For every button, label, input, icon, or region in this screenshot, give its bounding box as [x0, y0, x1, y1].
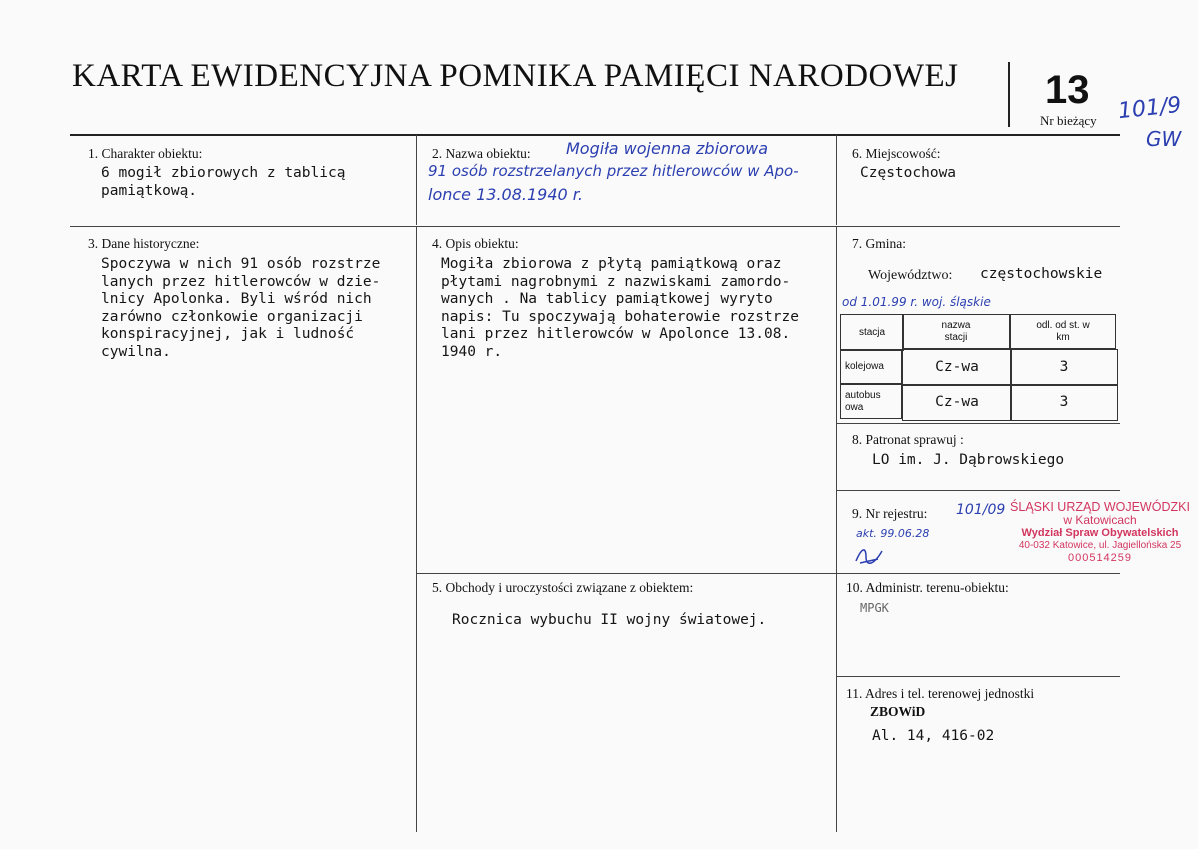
handwritten-ref: 101/9	[1116, 92, 1183, 125]
divider-2-6	[836, 135, 837, 225]
row-rule-4-5	[417, 573, 836, 574]
field11-value: Al. 14, 416-02	[872, 728, 995, 744]
row-rule-8-9	[837, 490, 1120, 491]
divider-4-7	[836, 227, 837, 832]
voivodeship-label: Województwo:	[868, 268, 953, 283]
divider-1-2	[416, 135, 417, 225]
field10-label: 10. Administr. terenu-obiektu:	[846, 580, 1009, 595]
field8-label: 8. Patronat sprawuj :	[852, 432, 964, 447]
field10-value: MPGK	[860, 601, 889, 615]
table-header-odl: odl. od st. w km	[1010, 314, 1116, 349]
field6-value: Częstochowa	[860, 165, 957, 181]
table-header-stacja: stacja	[840, 314, 904, 351]
field9-hand-akt: akt. 99.06.28	[856, 527, 930, 540]
field1-value: 6 mogił zbiorowych z tablicą pamiątkową.	[101, 165, 346, 199]
stamp-line-3: Wydział Spraw Obywatelskich	[1021, 527, 1179, 539]
header-divider	[1008, 62, 1010, 127]
table-header-nazwa: nazwa stacji	[902, 314, 1010, 349]
field3-value: Spoczywa w nich 91 osób rozstrze lanych przez hitlerowców w dzie- lnicy Apolonka. Byli wśród nich zarówno członkowie organizacji konspiracyjnej, jak i ludność cywilna.	[101, 256, 381, 360]
page-title: KARTA EWIDENCYJNA POMNIKA PAMIĘCI NARODOWEJ	[72, 58, 959, 94]
field1-label: 1. Charakter obiektu:	[88, 146, 203, 161]
signature-mark	[852, 543, 888, 567]
table-row-2-dist: 3	[1010, 384, 1118, 421]
row-rule-1	[70, 226, 1120, 227]
field2-hand-line1: Mogiła wojenna zbiorowa	[566, 139, 769, 158]
table-row-2-name: Cz-wa	[902, 384, 1012, 421]
office-stamp	[1006, 500, 1194, 572]
table-row-2-type: autobusowa	[840, 384, 902, 419]
field2-label: 2. Nazwa obiektu:	[432, 146, 531, 161]
field2-hand-line3: lonce 13.08.1940 r.	[428, 185, 583, 204]
row-rule-9-10	[837, 573, 1120, 574]
field2-hand-line2: 91 osób rozstrzelanych przez hitlerowców w Apo-	[428, 162, 799, 180]
row-rule-7-8	[837, 423, 1120, 424]
field8-value: LO im. J. Dąbrowskiego	[872, 452, 1065, 468]
nr-biezacy-value: 13	[1045, 68, 1090, 112]
stamp-line-1: ŚLĄSKI URZĄD WOJEWÓDZKI	[1010, 500, 1190, 514]
field11-label-2: ZBOWiD	[870, 704, 926, 719]
stamp-line-4: 40-032 Katowice, ul. Jagiellońska 25	[1018, 540, 1182, 551]
field5-value: Rocznica wybuchu II wojny światowej.	[452, 612, 767, 628]
field7-label: 7. Gmina:	[852, 236, 906, 251]
divider-3-4	[416, 227, 417, 832]
field6-label: 6. Miejscowość:	[852, 146, 941, 161]
field4-label: 4. Opis obiektu:	[432, 236, 519, 251]
table-row-1-dist: 3	[1010, 349, 1118, 386]
voivodeship-hand-note: od 1.01.99 r. woj. śląskie	[842, 295, 991, 309]
stamp-line-2: w Katowicach	[1063, 513, 1137, 527]
table-row-1-name: Cz-wa	[902, 349, 1012, 386]
handwritten-ref-gw: GW	[1146, 127, 1182, 151]
field4-value: Mogiła zbiorowa z płytą pamiątkową oraz płytami nagrobnymi z nazwiskami zamordo- wanych . Na tablicy pamiątkowej wyryto napis: Tu spoczywają bohaterowie rozstrze lani przez hitlerowców w Apolonce 13.08. 1940 r.	[441, 256, 799, 360]
table-row-1-type: kolejowa	[840, 349, 902, 384]
voivodeship-value: częstochowskie	[980, 266, 1103, 282]
stations-table	[840, 314, 1118, 420]
field9-label: 9. Nr rejestru:	[852, 506, 928, 521]
field3-label: 3. Dane historyczne:	[88, 236, 200, 251]
field11-label: 11. Adres i tel. terenowej jednostki	[846, 686, 1035, 701]
top-rule	[70, 134, 1120, 136]
field9-hand-value: 101/09	[956, 502, 1006, 518]
field5-label: 5. Obchody i uroczystości związane z obiektem:	[432, 580, 694, 595]
nr-biezacy-label: Nr bieżący	[1040, 113, 1097, 128]
row-rule-10-11	[837, 676, 1120, 677]
stamp-line-5: 000514259	[1067, 552, 1133, 564]
